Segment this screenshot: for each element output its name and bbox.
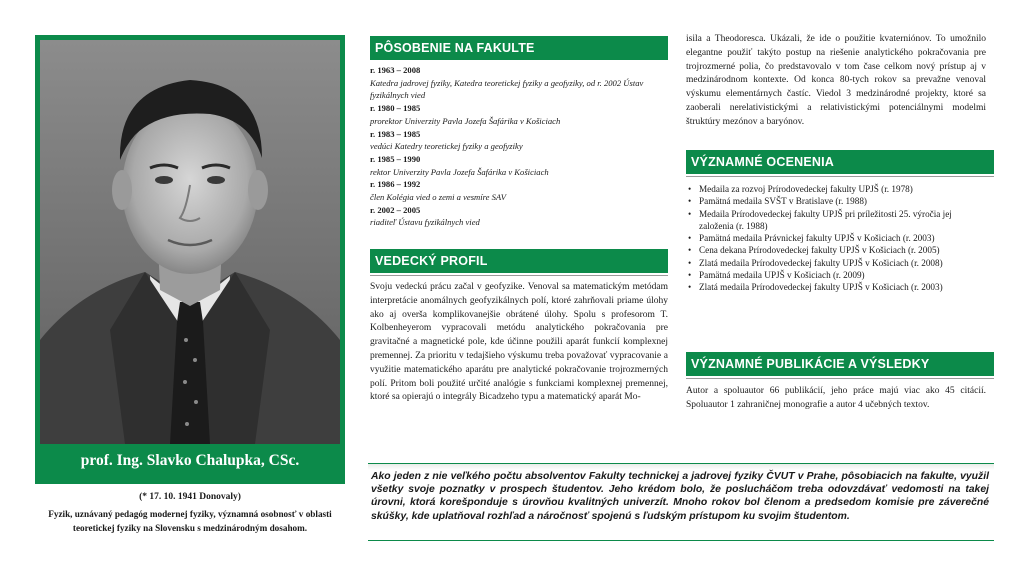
timeline-year: r. 2002 – 2005: [370, 204, 421, 215]
list-item: • Zlatá medaila Prírodovedeckej fakulty UPJŠ v Košiciach (r. 2003): [686, 281, 986, 293]
timeline-entry: [370, 102, 670, 127]
quote-box: [368, 463, 994, 541]
list-item: • Pamätná medaila SVŠT v Bratislave (r. 1988): [686, 195, 986, 207]
science-profile-text: Svoju vedeckú prácu začal v geofyzike. Venoval sa matematickým metódam interpretácie anomálnych geofyzikálnych polí, ktoré zahrňovali priame úlohy ako aj overša komplikovanejšie obrátené úlohy. Spolu s profesorom T. Kolbenheyerom vypracovali metódu analytického pokračovania pre gravitačné a magnetické pole, kde účinne použili aparát funkcií komplexnej premennej. Za prioritu v tedajšieho výskumu treba považovať vypracovanie a využitie matematického aparátu pre analytické pokračovanie trojrozmerných polí. Pritom boli použité určité analógie s funkciami komplexnej premennej, ktoré sa opierajú o integrály Bicadzeho typu a matematický aparát Mo-: [370, 282, 668, 403]
portrait-frame: [35, 35, 345, 484]
list-item: • Medaila Prírodovedeckej fakulty UPJŠ pri príležitosti 25. výročia jej založenia (r. 1988): [686, 208, 986, 233]
list-item: • Medaila za rozvoj Prírodovedeckej fakulty UPJŠ (r. 1978): [686, 183, 986, 195]
timeline-desc: Katedra jadrovej fyziky, Katedra teoretickej fyziky a geofyziky, od r. 2002 Ústav fyzikálnych vied: [370, 77, 644, 101]
timeline-entry: [370, 153, 670, 178]
section-header-faculty: PÔSOBENIE NA FAKULTE: [370, 36, 668, 60]
timeline-entry: [370, 178, 670, 203]
science-profile-continuation: isila a Theodoresca. Ukázali, že ide o použitie kvaterniónov. To umožnilo elegantne použiť takýto postup na riešenie analytického pokračovania pre trojrozmerné polia, čo predstavovalo v tom čase celkom nový prístup aj v medzinárodnom kontexte. Od konca 80-tych rokov sa prevažne venoval výskumu elementárnych častíc. Viedol 3 medzinárodné projekty, ktoré sa zaoberali nerelativistickými a relativistickými potenciálnymi modelmi štruktúry mezónov a baryónov.: [686, 34, 986, 127]
faculty-timeline: [370, 64, 670, 229]
list-item: • Pamätná medaila UPJŠ v Košiciach (r. 2009): [686, 269, 986, 281]
birth-info: (* 17. 10. 1941 Donovaly): [139, 492, 241, 502]
awards-list: [686, 183, 986, 294]
timeline-desc: prorektor Univerzity Pavla Jozefa Šafárika v Košiciach: [370, 115, 561, 126]
portrait-photo: [40, 40, 340, 444]
list-item: • Zlatá medaila Prírodovedeckej fakulty UPJŠ v Košiciach (r. 2008): [686, 257, 986, 269]
divider: [370, 275, 668, 276]
timeline-desc: rektor Univerzity Pavla Jozefa Šafárika v Košiciach: [370, 166, 549, 177]
timeline-entry: [370, 128, 670, 153]
divider: [686, 378, 994, 379]
section-header-science: VEDECKÝ PROFIL: [370, 249, 668, 273]
divider: [686, 176, 994, 177]
timeline-year: r. 1963 – 2008: [370, 65, 421, 75]
timeline-desc: člen Kolégia vied o zemi a vesmíre SAV: [370, 192, 506, 203]
bio-summary: Fyzik, uznávaný pedagóg modernej fyziky, významná osobnosť v oblasti teoretickej fyziky na Slovensku s medzinárodným dosahom.: [48, 509, 332, 533]
section-header-publications: VÝZNAMNÉ PUBLIKÁCIE A VÝSLEDKY: [686, 352, 994, 376]
list-item: • Cena dekana Prírodovedeckej fakulty UPJŠ v Košiciach (r. 2005): [686, 244, 986, 256]
quote-text: Ako jeden z nie veľkého počtu absolventov Fakulty technickej a jadrovej fyziky ČVUT v Prahe, pôsobiacich na fakulte, využil všetky svoje poznatky v prospech študentov. Jeho krédom bolo, že poslucháčom treba odovzdávať vedomosti na takej úrovni, ktorá korešponduje s úrovňou kvalitných univerzít. Mnoho rokov bol členom a predsedom komisie pre záverečné skúšky, kde uplatňoval rozhľad a náročnosť spojenú s ľudským prístupom ku svojim študentom.: [371, 471, 989, 522]
timeline-desc: vedúci Katedry teoretickej fyziky a geofyziky: [370, 141, 523, 152]
section-header-awards: VÝZNAMNÉ OCENENIA: [686, 150, 994, 174]
timeline-year: r. 1983 – 1985: [370, 128, 421, 139]
timeline-desc: riaditeľ Ústavu fyzikálnych vied: [370, 217, 480, 228]
publications-text: Autor a spoluautor 66 publikácií, jeho práce majú viac ako 45 citácií. Spoluautor 1 zahraničnej monografie a autor 4 učebných textov.: [686, 386, 986, 410]
timeline-year: r. 1980 – 1985: [370, 103, 421, 114]
person-name: prof. Ing. Slavko Chalupka, CSc.: [80, 452, 300, 469]
timeline-entry: [370, 204, 670, 229]
list-item: • Pamätná medaila Právnickej fakulty UPJŠ v Košiciach (r. 2003): [686, 232, 986, 244]
timeline-entry: [370, 64, 670, 102]
timeline-year: r. 1986 – 1992: [370, 179, 421, 190]
timeline-year: r. 1985 – 1990: [370, 153, 421, 164]
